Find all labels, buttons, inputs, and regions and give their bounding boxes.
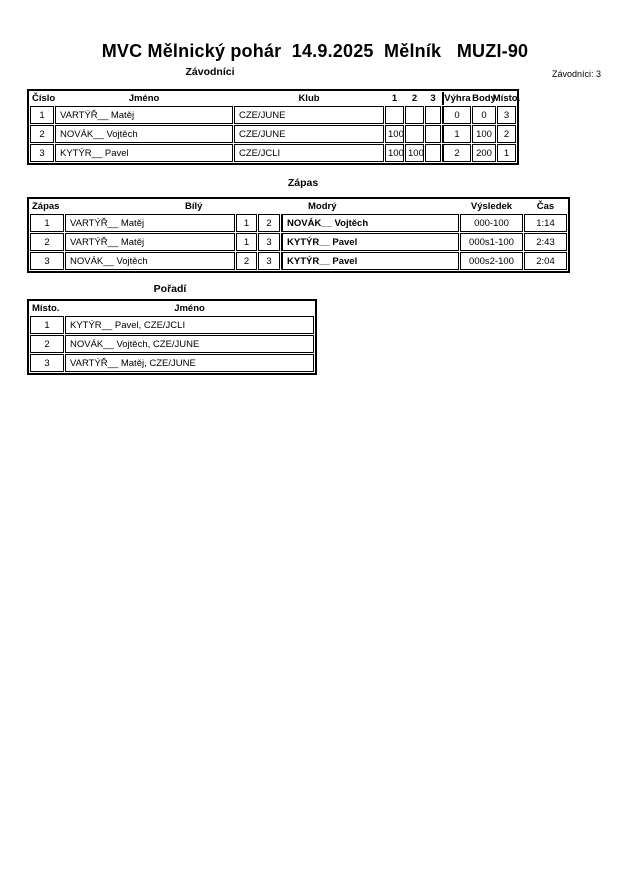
cell-wins: 1 bbox=[442, 125, 471, 143]
cell-round-3 bbox=[425, 106, 441, 124]
ranking-table-header bbox=[30, 302, 314, 315]
cell-round-2: 100 bbox=[405, 144, 424, 162]
cell-white-number: 2 bbox=[236, 252, 257, 270]
cell-points: 200 bbox=[472, 144, 496, 162]
header-place: Místo. bbox=[32, 303, 60, 314]
matches-section-label: Zápas bbox=[287, 177, 319, 189]
header-blue-number bbox=[258, 200, 280, 213]
cell-name: VARTÝŘ__ Matěj bbox=[55, 106, 233, 124]
cell-place: 2 bbox=[497, 125, 516, 143]
ranking-section-label: Pořadí bbox=[153, 283, 187, 295]
cell-number: 3 bbox=[30, 144, 54, 162]
table-row bbox=[30, 316, 314, 334]
header-name: Jméno bbox=[174, 303, 205, 314]
competitors-section-label: Závodníci bbox=[185, 66, 235, 78]
cell-number: 2 bbox=[30, 125, 54, 143]
table-row bbox=[30, 335, 314, 353]
cell-result: 000-100 bbox=[460, 214, 523, 232]
cell-club: CZE/JUNE bbox=[234, 106, 384, 124]
cell-points: 0 bbox=[472, 106, 496, 124]
cell-club: CZE/JCLI bbox=[234, 144, 384, 162]
cell-white-number: 1 bbox=[236, 214, 257, 232]
competitors-count: Závodníci: 3 bbox=[551, 69, 601, 79]
cell-result: 000s2-100 bbox=[460, 252, 523, 270]
cell-name: KYTÝR__ Pavel, CZE/JCLI bbox=[65, 316, 314, 334]
cell-name: NOVÁK__ Vojtěch bbox=[55, 125, 233, 143]
cell-white-name: NOVÁK__ Vojtěch bbox=[65, 252, 235, 270]
competitors-table-header bbox=[30, 92, 521, 105]
table-row bbox=[30, 125, 516, 143]
matches-table-header bbox=[30, 200, 567, 213]
cell-match: 1 bbox=[30, 214, 64, 232]
cell-blue-name: NOVÁK__ Vojtěch bbox=[281, 214, 459, 232]
header-place: Místo. bbox=[492, 93, 521, 104]
cell-name: VARTÝŘ__ Matěj, CZE/JUNE bbox=[65, 354, 314, 372]
header-row bbox=[30, 200, 567, 213]
header-row bbox=[30, 92, 516, 105]
header-match: Zápas bbox=[32, 201, 60, 212]
table-row bbox=[30, 106, 516, 124]
cell-club: CZE/JUNE bbox=[234, 125, 384, 143]
header-points: Body bbox=[472, 93, 496, 104]
header-row bbox=[30, 302, 314, 315]
cell-wins: 0 bbox=[442, 106, 471, 124]
cell-place: 3 bbox=[497, 106, 516, 124]
cell-white-number: 1 bbox=[236, 233, 257, 251]
header-blue: Modrý bbox=[308, 201, 337, 212]
cell-time: 2:04 bbox=[524, 252, 567, 270]
table-row bbox=[30, 214, 567, 232]
competitors-table bbox=[27, 89, 519, 165]
cell-blue-name: KYTÝR__ Pavel bbox=[281, 252, 459, 270]
cell-white-name: VARTÝŘ__ Matěj bbox=[65, 214, 235, 232]
header-result: Výsledek bbox=[470, 201, 513, 212]
cell-round-2 bbox=[405, 125, 424, 143]
table-row bbox=[30, 354, 314, 372]
cell-number: 1 bbox=[30, 106, 54, 124]
ranking-table-body bbox=[30, 316, 314, 372]
matches-table bbox=[27, 197, 570, 273]
cell-round-2 bbox=[405, 106, 424, 124]
header-time: Čas bbox=[536, 201, 555, 212]
cell-time: 1:14 bbox=[524, 214, 567, 232]
header-white-number bbox=[236, 200, 257, 213]
ranking-table bbox=[27, 299, 317, 375]
cell-round-1 bbox=[385, 106, 404, 124]
cell-place: 2 bbox=[30, 335, 64, 353]
cell-match: 2 bbox=[30, 233, 64, 251]
matches-table-body bbox=[30, 214, 567, 270]
cell-blue-number: 3 bbox=[258, 252, 280, 270]
header-name: Jméno bbox=[128, 93, 160, 104]
cell-wins: 2 bbox=[442, 144, 471, 162]
header-club: Klub bbox=[298, 93, 320, 104]
cell-round-1: 100 bbox=[385, 125, 404, 143]
table-row bbox=[30, 144, 516, 162]
header-round-2: 2 bbox=[411, 93, 418, 104]
cell-points: 100 bbox=[472, 125, 496, 143]
cell-round-1: 100 bbox=[385, 144, 404, 162]
competitors-table-body bbox=[30, 106, 516, 162]
cell-blue-name: KYTÝR__ Pavel bbox=[281, 233, 459, 251]
table-row bbox=[30, 252, 567, 270]
cell-name: NOVÁK__ Vojtěch, CZE/JUNE bbox=[65, 335, 314, 353]
cell-time: 2:43 bbox=[524, 233, 567, 251]
cell-match: 3 bbox=[30, 252, 64, 270]
header-white: Bílý bbox=[185, 201, 203, 212]
cell-name: KYTÝR__ Pavel bbox=[55, 144, 233, 162]
header-wins: Výhra bbox=[442, 92, 471, 105]
cell-blue-number: 3 bbox=[258, 233, 280, 251]
cell-place: 3 bbox=[30, 354, 64, 372]
table-row bbox=[30, 233, 567, 251]
cell-round-3 bbox=[425, 144, 441, 162]
cell-white-name: VARTÝŘ__ Matěj bbox=[65, 233, 235, 251]
cell-place: 1 bbox=[497, 144, 516, 162]
cell-place: 1 bbox=[30, 316, 64, 334]
header-number: Číslo bbox=[32, 93, 56, 104]
cell-blue-number: 2 bbox=[258, 214, 280, 232]
cell-round-3 bbox=[425, 125, 441, 143]
page-title: MVC Mělnický pohár 14.9.2025 Mělník MUZI-90 bbox=[101, 41, 529, 61]
cell-result: 000s1-100 bbox=[460, 233, 523, 251]
header-round-3: 3 bbox=[430, 93, 436, 104]
header-round-1: 1 bbox=[391, 93, 398, 104]
